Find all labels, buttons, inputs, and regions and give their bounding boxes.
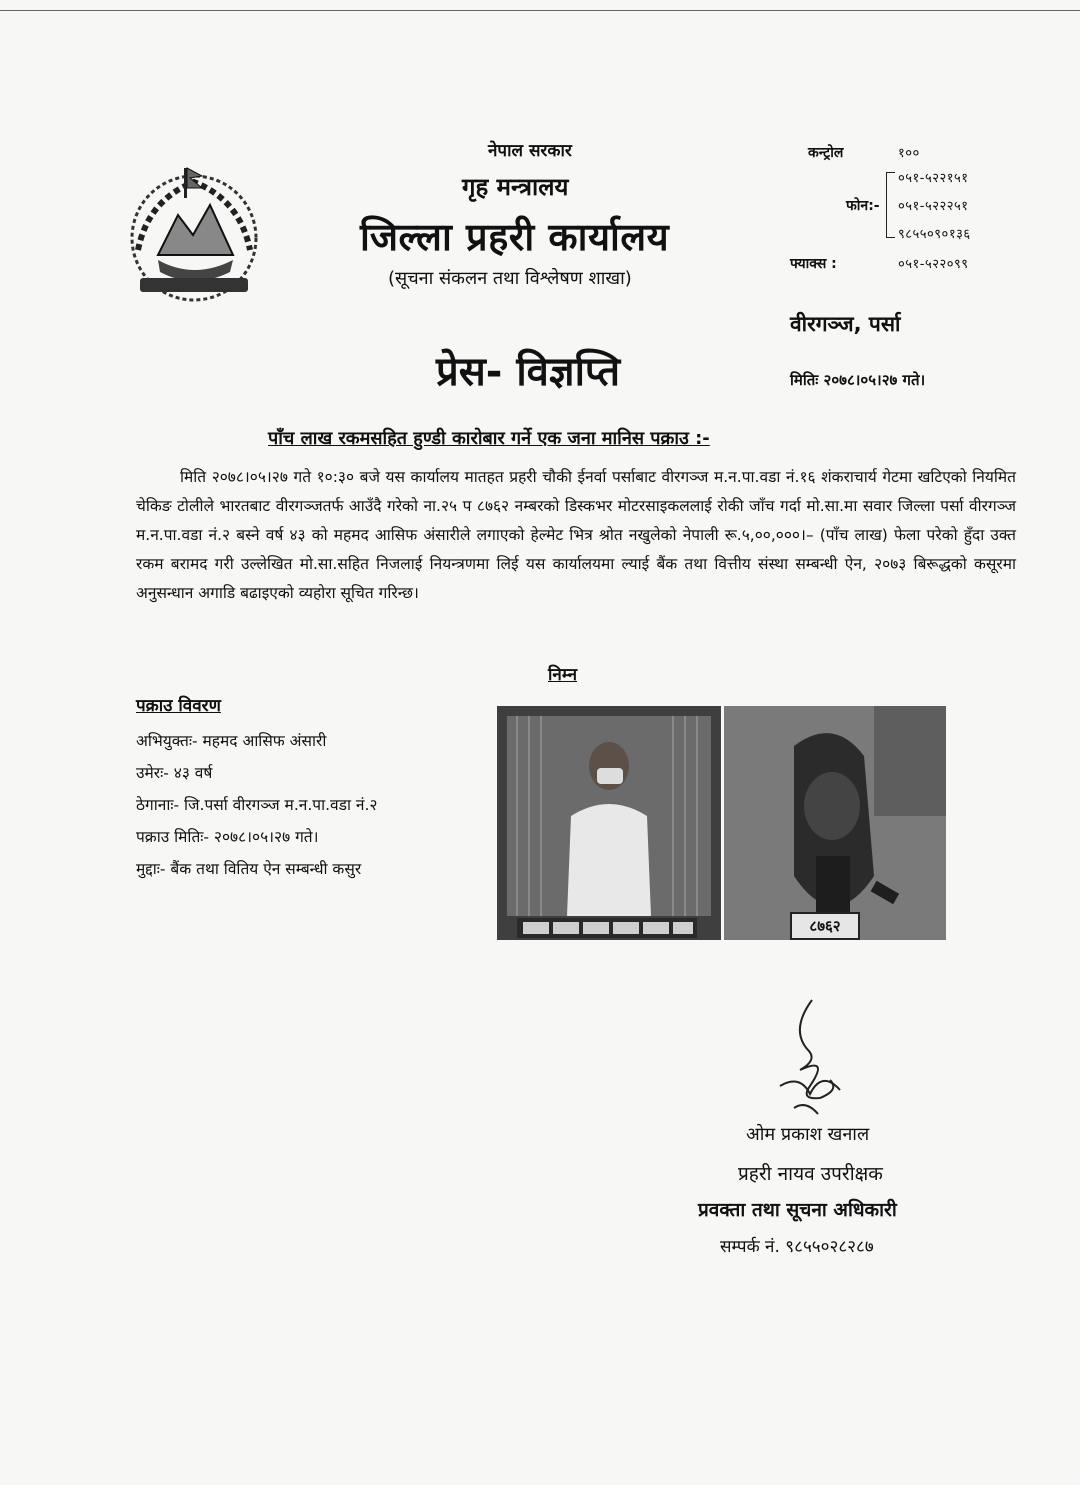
phone-number-1: ०५१-५२२१५१ bbox=[898, 171, 969, 186]
phone-bracket bbox=[886, 172, 895, 238]
case-line: मुद्दाः- बैंक तथा वितिय ऐन सम्बन्धी कसुर bbox=[136, 860, 362, 878]
arrest-date-line: पक्राउ मितिः- २०७८।०५।२७ गते। bbox=[136, 828, 319, 846]
signatory-phone: सम्पर्क नं. ९८५५०२८२८७ bbox=[720, 1237, 874, 1257]
phone-number-2: ०५१-५२२२५१ bbox=[898, 199, 969, 214]
phone-number-3: ९८५५०९०१३६ bbox=[898, 227, 971, 242]
subject-heading: पाँच लाख रकमसहित हुण्डी कारोबार गर्ने एक जना मानिस पक्राउ :- bbox=[268, 428, 710, 449]
fax-label: फ्याक्स : bbox=[790, 256, 837, 272]
address-line: ठेगानाः- जि.पर्सा वीरगञ्ज म.न.पा.वडा नं.२ bbox=[136, 796, 378, 814]
page-edge bbox=[0, 10, 1080, 11]
fax-number: ०५१-५२२०९९ bbox=[898, 257, 969, 272]
government-name: नेपाल सरकार bbox=[488, 141, 572, 161]
handwritten-signature bbox=[760, 990, 870, 1120]
signatory-role: प्रवक्ता तथा सूचना अधिकारी bbox=[698, 1199, 897, 1221]
motorcycle-image bbox=[724, 706, 946, 940]
ministry-name: गृह मन्त्रालय bbox=[462, 173, 569, 201]
motorcycle-photo bbox=[724, 706, 946, 940]
accused-line: अभियुक्तः- महमद आसिफ अंसारी bbox=[136, 732, 327, 750]
control-number: १०० bbox=[898, 146, 920, 161]
body-paragraph: मिति २०७८।०५।२७ गते १०:३० बजे यस कार्यालय मातहत प्रहरी चौकी ईनर्वा पर्साबाट वीरगञ्ज म.न.पा.वडा नं.१६ शंकराचार्य गेटमा खटिएको नियमित चेकिङ टोलीले भारतबाट वीरगञ्जतर्फ आउँदै गरेको ना.२५ प ८७६२ नम्बरको डिस्कभर मोटरसाइकललाई रोकी जाँच गर्दा मो.सा.मा सवार जिल्ला पर्सा वीरगञ्ज म.न.पा.वडा नं.२ बस्ने वर्ष ४३ को महमद आसिफ अंसारीले लगाएको हेल्मेट भित्र श्रोत नखुलेको नेपाली रू.५,००,०००।– (पाँच लाख) फेला परेको हुँदा उक्त रकम बरामद गरी उल्लेखित मो.सा.सहित निजलाई नियन्त्रणमा लिई यस कार्यालयमा ल्याई बैंक तथा वित्तीय संस्था सम्बन्धी ऐन, २०७३ बिरूद्धको कसूरमा अनुसन्धान अगाडि बढाइएको व्यहोरा सूचित गरिन्छ। bbox=[136, 468, 1016, 602]
age-line: उमेरः- ४३ वर्ष bbox=[136, 764, 213, 782]
signatory-name: ओम प्रकाश खनाल bbox=[746, 1124, 870, 1145]
license-plate: ८७६२ bbox=[790, 912, 860, 940]
release-date: मितिः २०७८।०५।२७ गते। bbox=[790, 371, 926, 389]
nepal-emblem-icon bbox=[118, 160, 270, 310]
nimna-heading: निम्न bbox=[548, 665, 578, 685]
arrested-person-photo bbox=[497, 706, 721, 940]
office-name: जिल्ला प्रहरी कार्यालय bbox=[360, 215, 670, 259]
phone-label: फोन:- bbox=[846, 198, 880, 214]
place: वीरगञ्ज, पर्सा bbox=[790, 312, 901, 336]
arrest-details-heading: पक्राउ विवरण bbox=[136, 696, 221, 716]
press-release-title: प्रेस- विज्ञप्ति bbox=[436, 349, 621, 395]
control-label: कन्ट्रोल bbox=[808, 145, 844, 161]
branch-name: (सूचना संकलन तथा विश्लेषण शाखा) bbox=[388, 268, 632, 289]
signatory-rank: प्रहरी नायव उपरीक्षक bbox=[738, 1163, 883, 1185]
